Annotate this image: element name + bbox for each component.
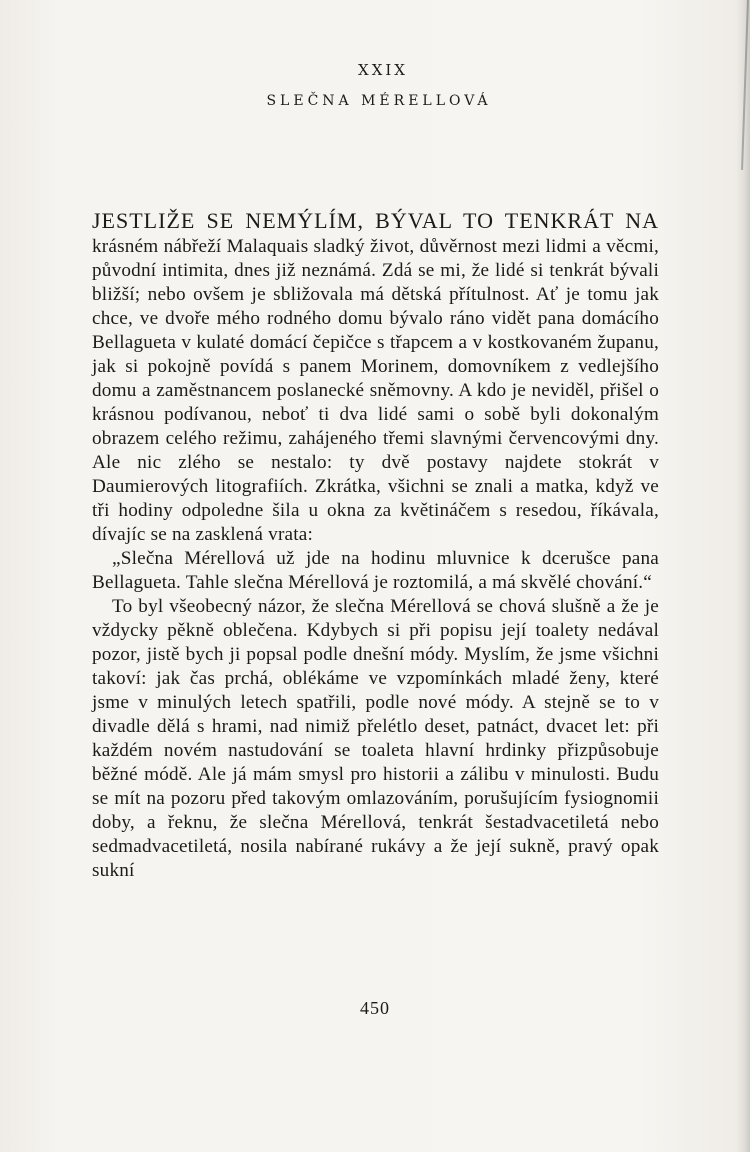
- paragraph: [92, 209, 659, 547]
- paragraph-text: krásném nábřeží Malaquais sladký život, důvěrnost mezi lidmi a věcmi, původní intimita, dnes již neznámá. Zdá se mi, že lidé si tenkrát bývali bližší; nebo ovšem je sbližovala má dětská přítulnost. Ať je tomu jak chce, ve dvoře mého rodného domu bývalo ráno vidět pana domácího Bellagueta v kulaté domácí čepičce s třapcem a v kostkovaném županu, jak si pokojně povídá s panem Morinem, domovníkem z vedlejšího domu a zaměstnancem poslanecké sněmovny. A kdo je neviděl, přišel o krásnou podívanou, neboť ti dva lidé sami o sobě byli dokonalým obrazem celého režimu, zahájeného třemi slavnými červencovými dny. Ale nic zlého se nestalo: ty dvě postavy najdete stokrát v Daumierových litografiích. Zkrátka, všichni se znali a matka, když ve tři hodiny odpoledne šila u okna za květináčem s resedou, říkávala, dívajíc se na zasklená vrata:: [92, 236, 659, 545]
- opening-lead: JESTLIŽE SE NEMÝLÍM, BÝVAL TO TENKRÁT NA: [92, 208, 659, 233]
- chapter-title: SLEČNA MÉRELLOVÁ: [266, 93, 492, 109]
- paragraph: To byl všeobecný názor, že slečna Mérellová se chová slušně a že je vždycky pěkně oblečena. Kdybych si při popisu její toalety nedával pozor, jistě bych ji popsal podle dnešní módy. Myslím, že jsme všichni takoví: jak čas prchá, oblékáme ve vzpomínkách mladé ženy, které jsme v minulých letech spatřili, podle nové módy. A stejně se to v divadle dělá s hrami, nad nimiž přelétlo deset, patnáct, dvacet let: při každém novém nastudování se toaleta hlavní hrdinky přizpůsobuje běžné módě. Ale já mám smysl pro historii a zálibu v minulosti. Budu se mít na pozoru před takovým omlazováním, porušujícím fysiognomii doby, a řeknu, že slečna Mérellová, tenkrát šestadvacetiletá nebo sedmadvacetiletá, nosila nabírané rukávy a že její sukně, pravý opak sukní: [92, 596, 659, 881]
- chapter-number: XXIX: [358, 61, 408, 79]
- chapter-text: [92, 209, 659, 883]
- paragraph: „Slečna Mérellová už jde na hodinu mluvnice k dcerušce pana Bellagueta. Tahle slečna Mérellová je roztomilá, a má skvělé chování.“: [92, 548, 659, 593]
- page-edge-shadow: [736, 0, 750, 1152]
- page-number: 450: [360, 998, 390, 1018]
